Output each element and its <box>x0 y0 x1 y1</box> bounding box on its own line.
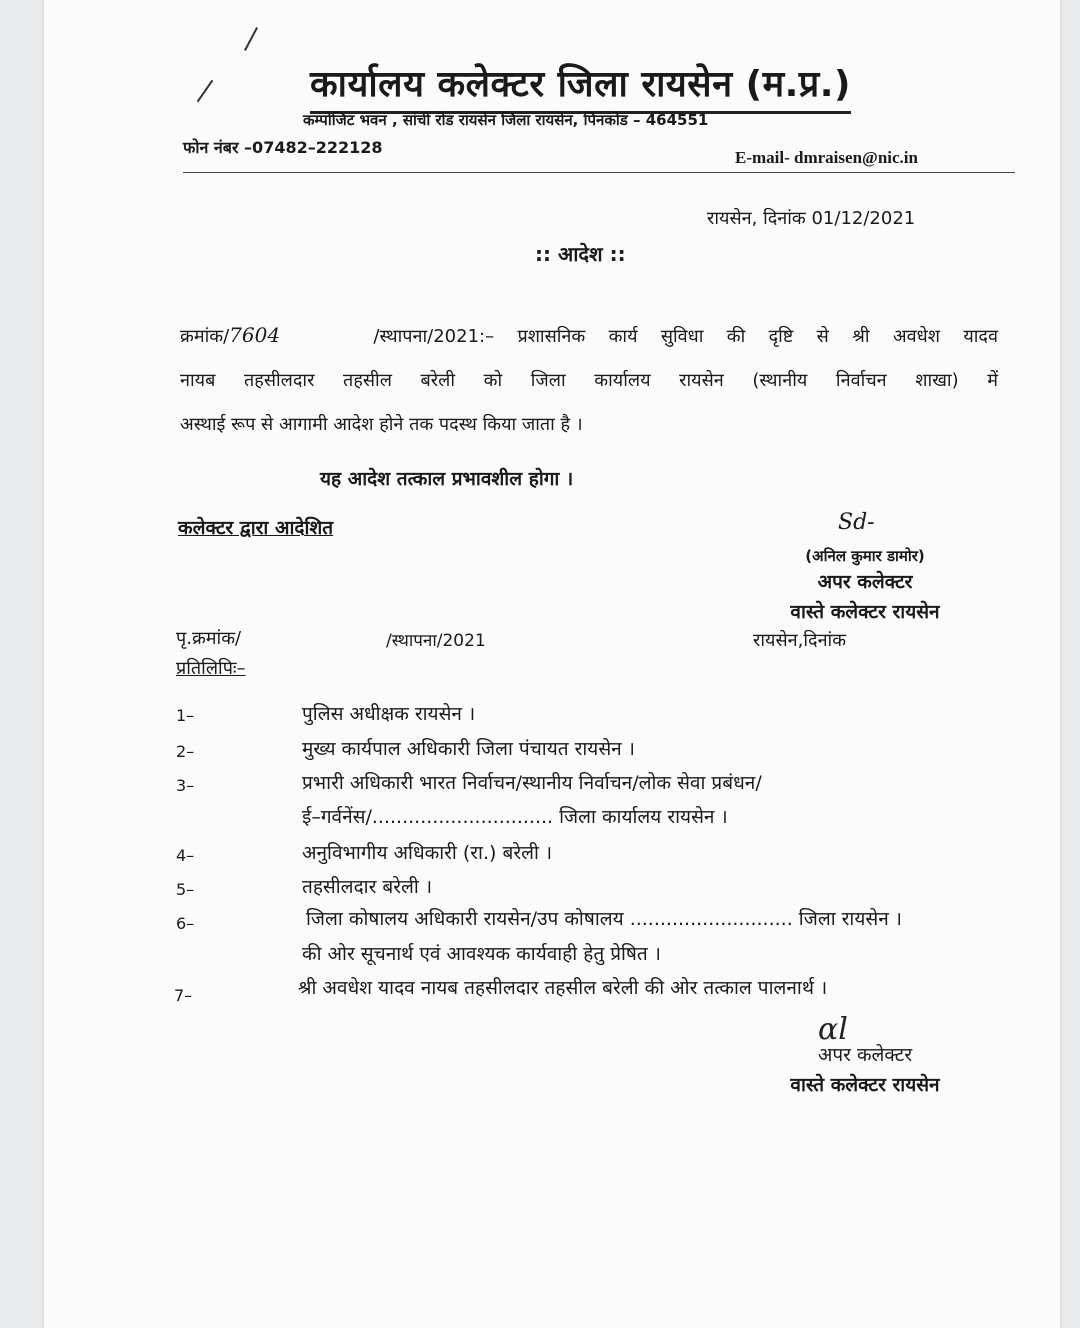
endorsement-establishment: /स्थापना/2021 <box>386 631 486 651</box>
office-email: E-mail- dmraisen@nic.in <box>735 148 918 167</box>
copy-item-text: प्रभारी अधिकारी भारत निर्वाचन/स्थानीय निर्वाचन/लोक सेवा प्रबंधन/ <box>302 772 762 794</box>
copy-item-text: जिला कोषालय अधिकारी रायसेन/उप कोषालय ........................... जिला रायसेन । <box>306 908 903 930</box>
copy-item-number: 1– <box>176 706 195 725</box>
copy-to-label: प्रतिलिपिः– <box>176 658 246 679</box>
office-title: कार्यालय कलेक्टर जिला रायसेन (म.प्र.) <box>310 58 851 114</box>
signatory-designation: अपर कलेक्टर <box>817 1044 913 1066</box>
order-date: रायसेन, दिनांक 01/12/2021 <box>707 208 916 229</box>
order-heading: :: आदेश :: <box>535 242 626 266</box>
copy-item-number: 7– <box>174 986 193 1005</box>
copy-item-text: तहसीलदार बरेली । <box>302 876 433 898</box>
signature-block-2 <box>760 1040 970 1100</box>
header-divider <box>183 172 1015 173</box>
endorsement-number: पृ.क्रमांक/ <box>176 628 242 649</box>
office-phone: फोन नंबर –07482–222128 <box>183 138 383 157</box>
signatory-designation: अपर कलेक्टर <box>817 571 913 593</box>
copy-item-number: 3– <box>176 776 195 795</box>
handwritten-signature: ɑl <box>818 1012 848 1047</box>
copy-item-number: 2– <box>176 742 195 761</box>
signatory-name: (अनिल कुमार डामोर) <box>805 547 925 565</box>
document-page <box>44 0 1060 1328</box>
copy-item-text-cont: ई–गर्वनेंस/.............................. जिला कार्यालय रायसेन । <box>302 806 728 828</box>
signature-block-1 <box>760 545 970 627</box>
effect-statement: यह आदेश तत्काल प्रभावशील होगा । <box>320 468 574 490</box>
copy-item-number: 5– <box>176 880 195 899</box>
copy-item-number: 4– <box>176 846 195 865</box>
copy-item-text: श्री अवधेश यादव नायब तहसीलदार तहसील बरेली की ओर तत्काल पालनार्थ । <box>298 977 828 999</box>
order-number: 7604 <box>229 323 281 347</box>
office-address: कम्पोजिट भवन , सांची रोड रायसेन जिला रायसेन, पिनकोड – 464551 <box>303 111 709 129</box>
copy-item-number: 6– <box>176 914 195 933</box>
copy-item-text: अनुविभागीय अधिकारी (रा.) बरेली । <box>302 842 553 864</box>
copy-item-text: पुलिस अधीक्षक रायसेन । <box>302 703 476 725</box>
by-order-label: कलेक्टर द्वारा आदेशित <box>178 517 334 539</box>
order-line-3: अस्थाई रूप से आगामी आदेश होने तक पदस्थ किया जाता है । <box>180 414 583 435</box>
signatory-designation-2: वास्ते कलेक्टर रायसेन <box>790 1074 940 1096</box>
pen-mark-top <box>244 27 258 51</box>
copy-item-text-cont: की ओर सूचनार्थ एवं आवश्यक कार्यवाही हेतु प्रेषित । <box>302 943 661 965</box>
order-line-2: नायब तहसीलदार तहसील बरेली को जिला कार्यालय रायसेन (स्थानीय निर्वाचन शाखा) में <box>180 370 998 391</box>
order-paragraph <box>180 313 998 447</box>
pen-mark-left <box>197 80 214 102</box>
order-line-1: क्रमांक/7604 /स्थापना/2021:– प्रशासनिक कार्य सुविधा की दृष्टि से श्री अवधेश यादव <box>180 323 998 347</box>
copy-item-text: मुख्य कार्यपाल अधिकारी जिला पंचायत रायसेन । <box>302 738 635 760</box>
endorsement-date: रायसेन,दिनांक <box>753 630 847 651</box>
sd-signature: Sd- <box>838 510 875 535</box>
signatory-designation-2: वास्ते कलेक्टर रायसेन <box>790 601 940 623</box>
